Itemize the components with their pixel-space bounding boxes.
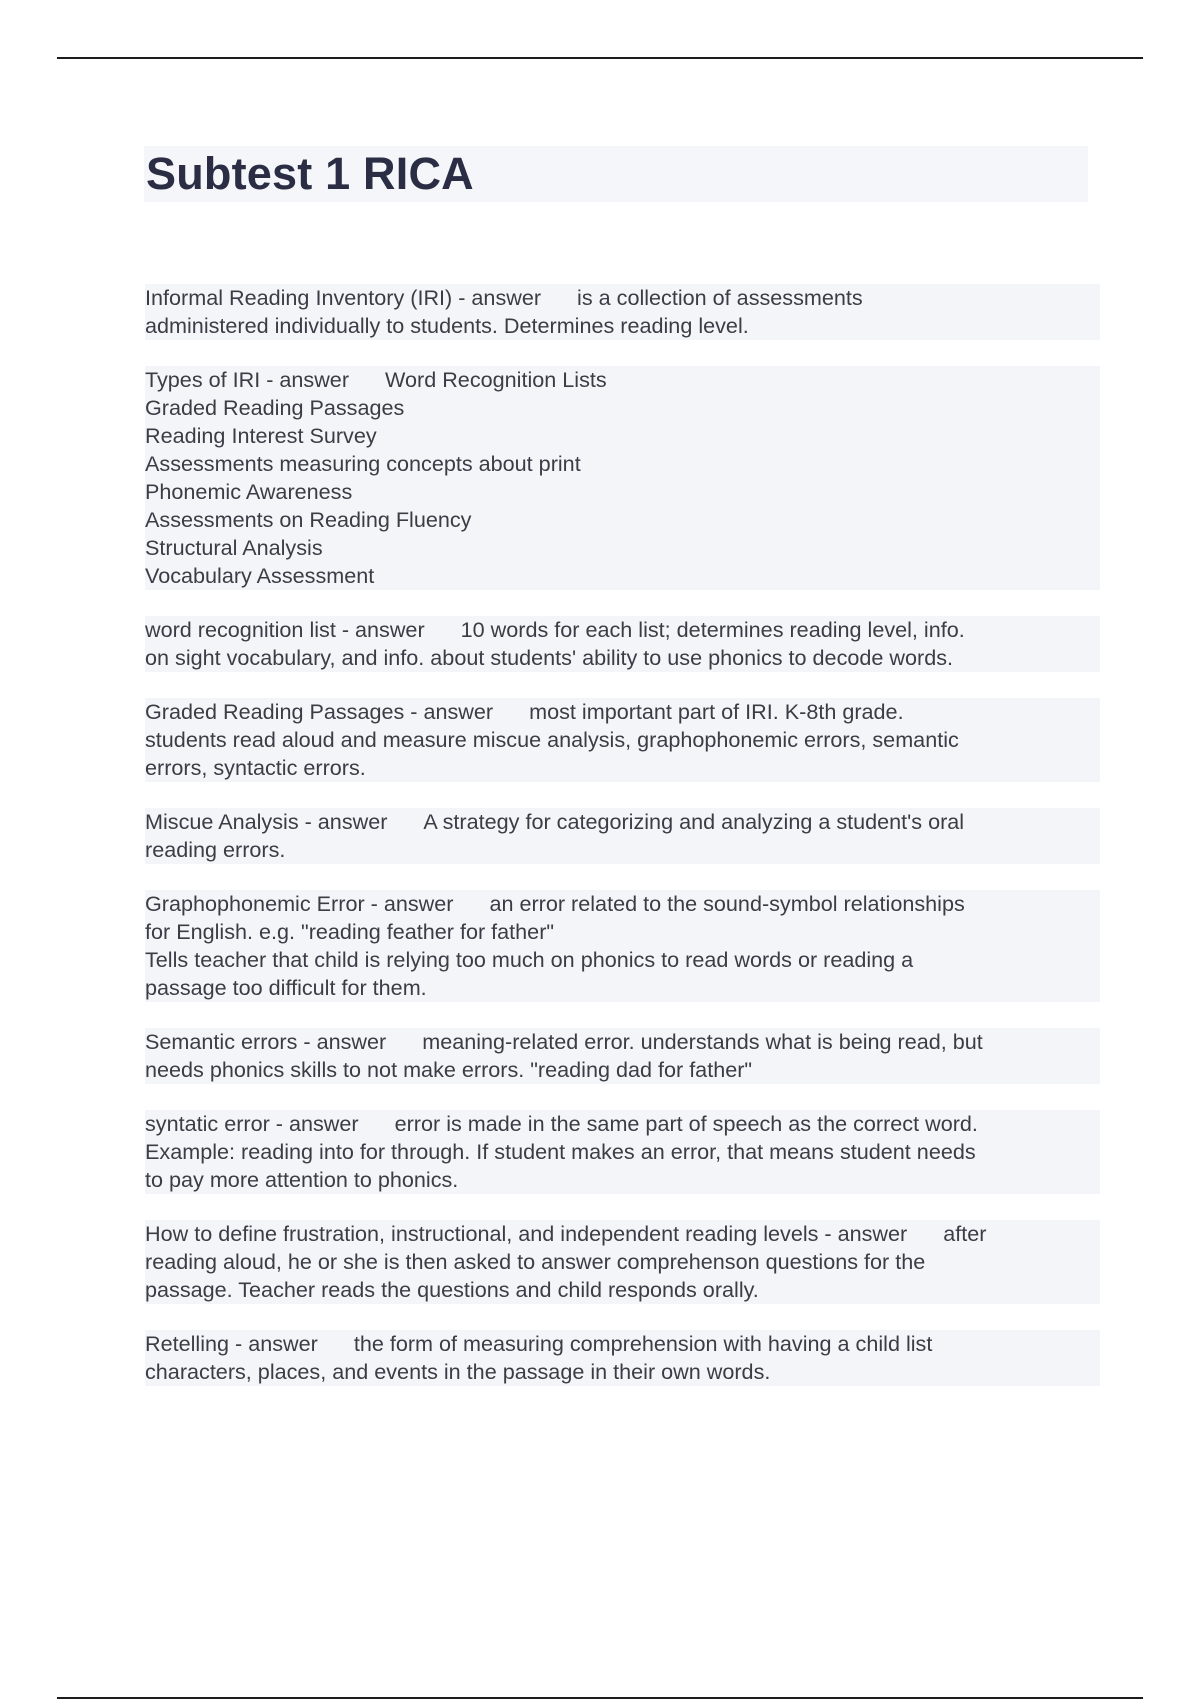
entry-term: Graphophonemic Error - answer [145, 891, 454, 916]
entry-graphophonemic-error [145, 890, 1100, 1002]
entry-retelling [145, 1330, 1100, 1386]
entry-text: passage. Teacher reads the questions and child responds orally. [145, 1276, 1100, 1304]
entry-text: Reading Interest Survey [145, 422, 1100, 450]
entry-text: is a collection of assessments [577, 285, 863, 310]
entry-types-of-iri [145, 366, 1100, 590]
entry-text: to pay more attention to phonics. [145, 1166, 1100, 1194]
entry-term: Graded Reading Passages - answer [145, 699, 494, 724]
entry-reading-levels [145, 1220, 1100, 1304]
entry-text: administered individually to students. Determines reading level. [145, 312, 1100, 340]
top-rule [57, 57, 1143, 59]
entry-word-recognition-list [145, 616, 1100, 672]
entry-text: meaning-related error. understands what is being read, but [422, 1029, 983, 1054]
entry-semantic-errors [145, 1028, 1100, 1084]
entry-miscue-analysis [145, 808, 1100, 864]
entry-syntatic-error [145, 1110, 1100, 1194]
entry-text: most important part of IRI. K-8th grade. [529, 699, 904, 724]
entry-text: Word Recognition Lists [385, 367, 607, 392]
entry-text: the form of measuring comprehension with having a child list [353, 1331, 933, 1356]
entry-text: Assessments measuring concepts about print [145, 450, 1100, 478]
entry-text: reading aloud, he or she is then asked to answer comprehenson questions for the [145, 1248, 1100, 1276]
entry-text: for English. e.g. "reading feather for father" [145, 918, 1100, 946]
entry-text: passage too difficult for them. [145, 974, 1100, 1002]
entry-iri [145, 284, 1100, 340]
page-title: Subtest 1 RICA [146, 148, 474, 199]
entry-text: on sight vocabulary, and info. about students' ability to use phonics to decode words. [145, 644, 1100, 672]
entry-text: reading errors. [145, 836, 1100, 864]
entry-term: Miscue Analysis - answer [145, 809, 388, 834]
entry-text: Tells teacher that child is relying too much on phonics to read words or reading a [145, 946, 1100, 974]
entry-text: Graded Reading Passages [145, 394, 1100, 422]
entry-text: errors, syntactic errors. [145, 754, 1100, 782]
entry-term: Types of IRI - answer [145, 367, 350, 392]
entry-text: Vocabulary Assessment [145, 562, 1100, 590]
entry-term: How to define frustration, instructional, and independent reading levels - answer [145, 1221, 908, 1246]
entry-text: characters, places, and events in the passage in their own words. [145, 1358, 1100, 1386]
entry-term: syntatic error - answer [145, 1111, 359, 1136]
entry-term: Informal Reading Inventory (IRI) - answer [145, 285, 542, 310]
entry-text: needs phonics skills to not make errors. "reading dad for father" [145, 1056, 1100, 1084]
entry-text: Example: reading into for through. If student makes an error, that means student needs [145, 1138, 1100, 1166]
entry-term: Semantic errors - answer [145, 1029, 387, 1054]
entry-text: an error related to the sound-symbol relationships [489, 891, 965, 916]
entry-graded-reading-passages [145, 698, 1100, 782]
entry-text: Phonemic Awareness [145, 478, 1100, 506]
entry-text: error is made in the same part of speech as the correct word. [394, 1111, 978, 1136]
entry-term: word recognition list - answer [145, 617, 425, 642]
entry-text: Assessments on Reading Fluency [145, 506, 1100, 534]
entry-text: Structural Analysis [145, 534, 1100, 562]
entry-term: Retelling - answer [145, 1331, 318, 1356]
entry-text: after [943, 1221, 987, 1246]
entry-text: A strategy for categorizing and analyzing a student's oral [423, 809, 965, 834]
document-body [145, 284, 1100, 1412]
entry-text: 10 words for each list; determines reading level, info. [460, 617, 965, 642]
bottom-rule [57, 1697, 1143, 1699]
entry-text: students read aloud and measure miscue analysis, graphophonemic errors, semantic [145, 726, 1100, 754]
